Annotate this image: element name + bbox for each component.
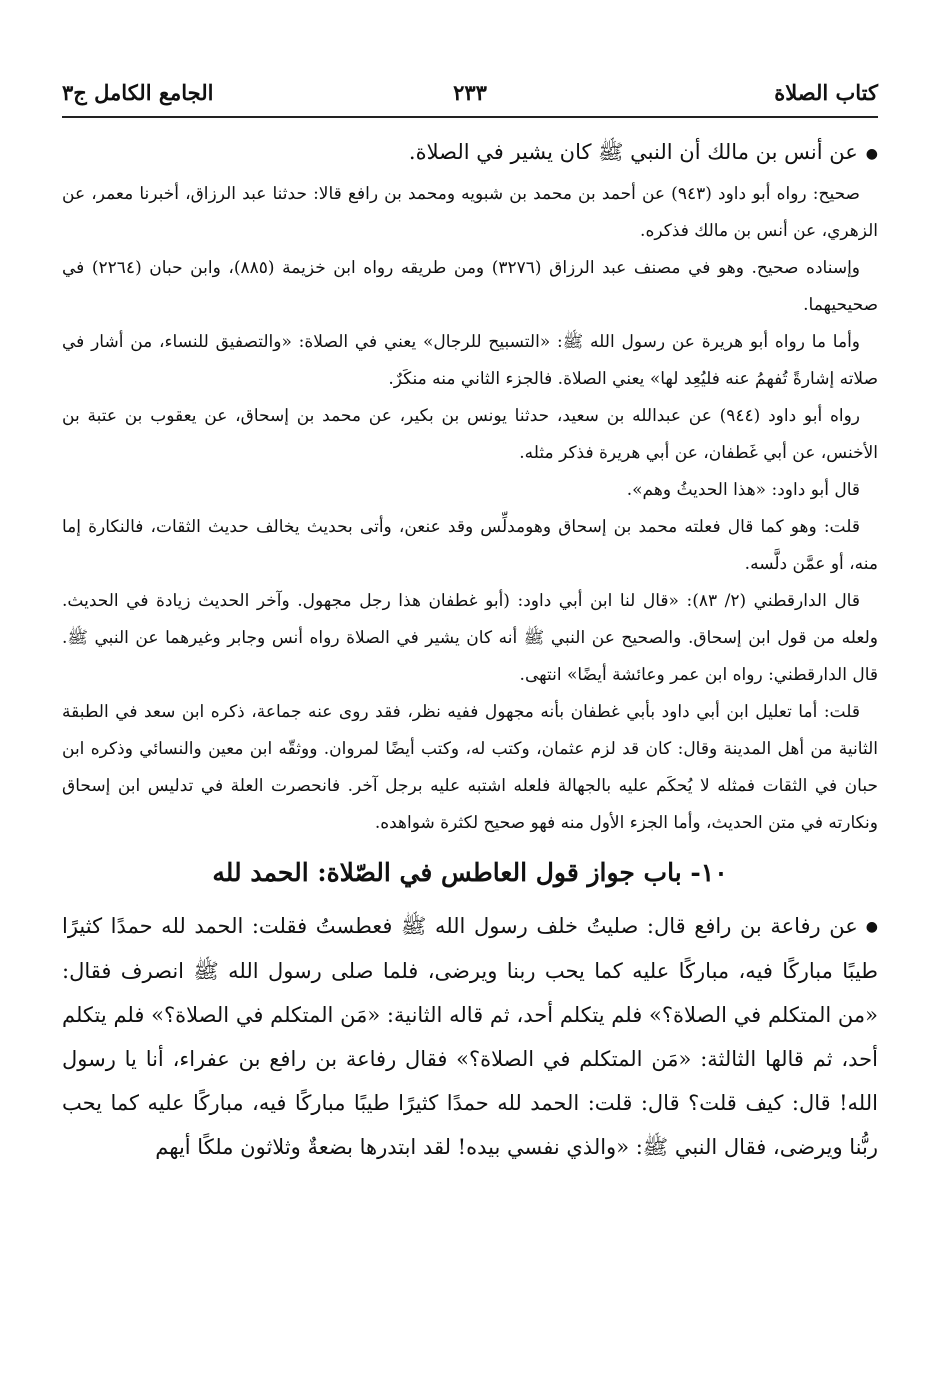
commentary-paragraph: قلت: أما تعليل ابن أبي داود بأبي غطفان بأنه مجهول ففيه نظر، فقد روى عنه جماعة، ذكره ابن سعد في الطبقة الثانية من أهل المدينة وقال: كان قد لزم عثمان، وكتب له، وكتب أيضًا لمروان. ووثقّه ابن معين والنسائي وذكره ابن حبان في الثقات فمثله لا يُحكَم عليه بالجهالة فلعله اشتبه عليه برجل آخر. فانحصرت العلة في تدليس ابن إسحاق ونكارته في متن الحديث، وأما الجزء الأول منه فهو صحيح لكثرة شواهده.: [62, 701, 878, 833]
hadith-text: [62, 904, 878, 1170]
bullet-icon: ●: [865, 145, 878, 162]
book-page: [62, 64, 878, 1169]
commentary-paragraph: قال الدارقطني (٢/ ٨٣): «قال لنا ابن أبي داود: (أبو غطفان هذا رجل مجهول. وآخر الحديث زيادة في الحديث. ولعله من قول ابن إسحاق. والصحيح عن النبي ﷺ أنه كان يشير في الصلاة رواه أنس وجابر وغيرهما عن النبي ﷺ. قال الدارقطني: رواه ابن عمر وعائشة أيضًا» انتهى.: [62, 590, 878, 685]
commentary-paragraph: قلت: وهو كما قال فعلته محمد بن إسحاق وهومدلِّس وقد عنعن، وأتى بحديث يخالف حديث الثقات، فالنكارة إما منه، أو عمَّن دلَّسه.: [62, 516, 878, 574]
commentary-paragraph: وأما ما رواه أبو هريرة عن رسول الله ﷺ: «التسبيح للرجال» يعني في الصلاة: «والتصفيق للنساء، من أشار في صلاته إشارةً تُفهمُ عنه فليُعِد لها» يعني الصلاة. فالجزء الثاني منه منكَرٌ.: [62, 331, 878, 389]
hadith-text-content: عن رفاعة بن رافع قال: صليتُ خلف رسول الله ﷺ فعطستُ فقلت: الحمد لله حمدًا كثيرًا طيبًا مباركًا فيه، مباركًا عليه كما يحب ربنا ويرضى، فلما صلى رسول الله ﷺ انصرف فقال: «من المتكلم في الصلاة؟» فلم يتكلم أحد، ثم قاله الثانية: «مَن المتكلم في الصلاة؟» فلم يتكلم أحد، ثم قالها الثالثة: «مَن المتكلم في الصلاة؟» فقال رفاعة بن رافع بن عفراء، أنا يا رسول الله! قال: كيف قلت؟ قال: قلت: الحمد لله حمدًا كثيرًا طيبًا مباركًا فيه، مباركًا عليه كما يحب ربُّنا ويرضى، فقال النبي ﷺ: «والذي نفسي بيده! لقد ابتدرها بضعةٌ وثلاثون ملكًا أيهم: [62, 913, 878, 1159]
commentary-paragraph: رواه أبو داود (٩٤٤) عن عبدالله بن سعيد، حدثنا يونس بن بكير، عن محمد بن إسحاق، عن يعقوب بن عتبة بن الأخنس، عن أبي غَطفان، عن أبي هريرة فذكر مثله.: [62, 405, 878, 463]
book-section-title: كتاب الصلاة: [774, 80, 878, 105]
commentary-paragraph: قال أبو داود: «هذا الحديثُ وهم».: [626, 479, 860, 500]
chapter-heading: ١٠- باب جواز قول العاطس في الصّلاة: الحمد لله: [212, 857, 728, 887]
page-header: [62, 64, 878, 118]
page-number: ٢٣٣: [453, 80, 487, 105]
commentary-paragraph: صحيح: رواه أبو داود (٩٤٣) عن أحمد بن محمد بن شبويه ومحمد بن رافع قالا: حدثنا عبد الرزاق، أخبرنا معمر، عن الزهري، عن أنس بن مالك فذكره.: [62, 183, 878, 241]
hadith-text: [62, 130, 878, 176]
hadith-text-content: عن أنس بن مالك أن النبي ﷺ كان يشير في الصلاة.: [408, 140, 858, 164]
commentary-paragraph: وإسناده صحيح. وهو في مصنف عبد الرزاق (٣٢٧٦) ومن طريقه رواه ابن خزيمة (٨٨٥)، وابن حبان (٢٢٦٤) في صحيحيهما.: [62, 257, 878, 315]
bullet-icon: ●: [865, 919, 878, 935]
book-volume-title: الجامع الكامل ج٣: [62, 80, 214, 105]
page-body: [62, 118, 878, 1169]
